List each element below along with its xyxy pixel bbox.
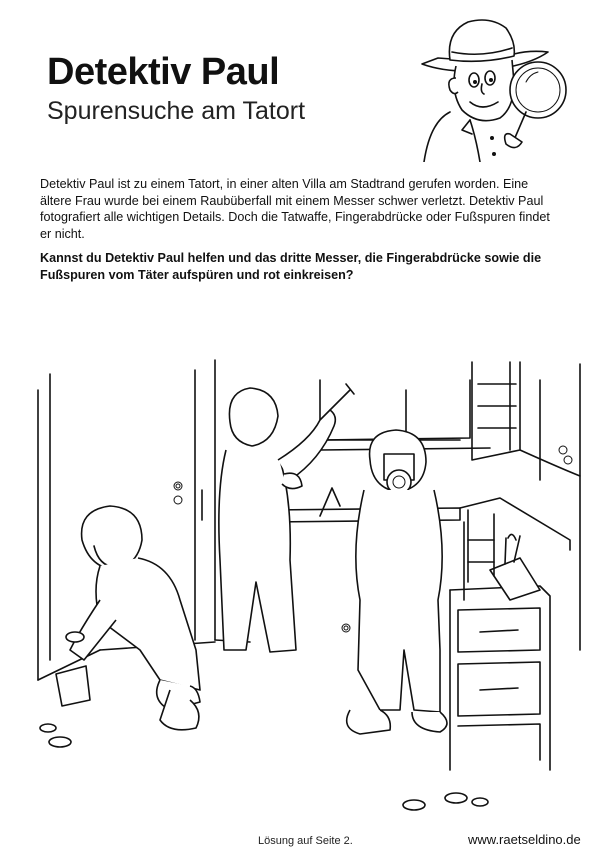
crime-scene-illustration <box>20 350 590 820</box>
task-text: Kannst du Detektiv Paul helfen und das dritte Messer, die Fingerabdrücke sowie die Fußspuren vom Täter aufspüren und rot einkreisen? <box>40 251 542 282</box>
intro-text: Detektiv Paul ist zu einem Tatort, in einer alten Villa am Stadtrand gerufen worden. Eine ältere Frau wurde bei einem Raubüberfall mit einem Messer schwer verletzt. Detektiv Paul fotografiert alle wichtigen Details. Doch die Tatwaffe, Fingerabdrücke oder Fußspuren findet er nicht. <box>40 177 550 241</box>
page-subtitle: Spurensuche am Tatort <box>47 97 306 125</box>
crouching-investigator <box>56 506 200 730</box>
website-url[interactable]: www.raetseldino.de <box>468 832 581 847</box>
solution-hint: Lösung auf Seite 2. <box>258 835 353 847</box>
reaching-investigator <box>219 384 354 652</box>
detective-mascot-icon <box>410 12 580 162</box>
page-title: Detektiv Paul <box>47 51 280 93</box>
photographer-investigator <box>347 430 447 734</box>
